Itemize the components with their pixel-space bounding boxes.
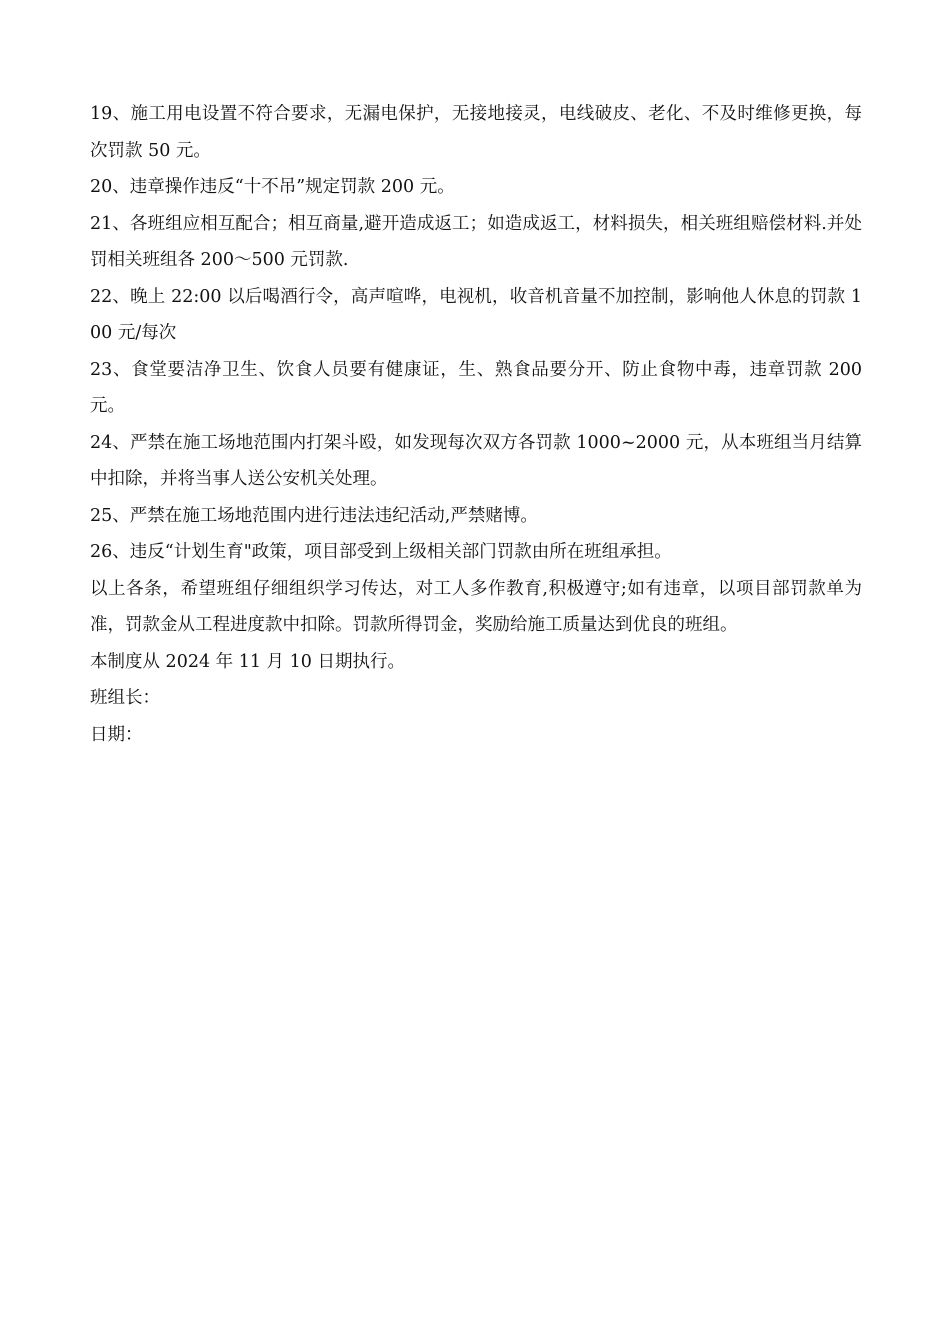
rule-25: 25、严禁在施工场地范围内进行违法违纪活动,严禁赌博。 (90, 505, 538, 526)
rule-22: 22、晚上 22:00 以后喝酒行令，高声喧哗，电视机，收音机音量不加控制，影响他人休息的罚款 100 元/每次 (90, 286, 862, 343)
closing-paragraph: 以上各条，希望班组仔细组织学习传达，对工人多作教育,积极遵守;如有违章，以项目部罚款单为准，罚款金从工程进度款中扣除。罚款所得罚金，奖励给施工质量达到优良的班组。 (90, 578, 862, 635)
rule-23: 23、食堂要洁净卫生、饮食人员要有健康证，生、熟食品要分开、防止食物中毒，违章罚款 200 元。 (90, 359, 862, 416)
effective-date-statement: 本制度从 2024 年 11 月 10 日期执行。 (90, 651, 405, 672)
rule-19: 19、施工用电设置不符合要求，无漏电保护，无接地接灵，电线破皮、老化、不及时维修更换，每次罚款 50 元。 (90, 104, 862, 161)
date-label: 日期： (90, 724, 143, 745)
rule-24: 24、严禁在施工场地范围内打架斗殴，如发现每次双方各罚款 1000~2000 元，从本班组当月结算中扣除，并将当事人送公安机关处理。 (90, 432, 862, 489)
rule-21: 21、各班组应相互配合；相互商量,避开造成返工；如造成返工，材料损失，相关班组赔偿材料.并处罚相关班组各 200～500 元罚款. (90, 213, 862, 270)
document-body (90, 96, 862, 753)
rule-20: 20、违章操作违反“十不吊”规定罚款 200 元。 (90, 177, 455, 197)
rule-26: 26、违反“计划生育"政策，项目部受到上级相关部门罚款由所在班组承担。 (90, 542, 672, 562)
team-leader-label: 班组长： (90, 688, 160, 708)
